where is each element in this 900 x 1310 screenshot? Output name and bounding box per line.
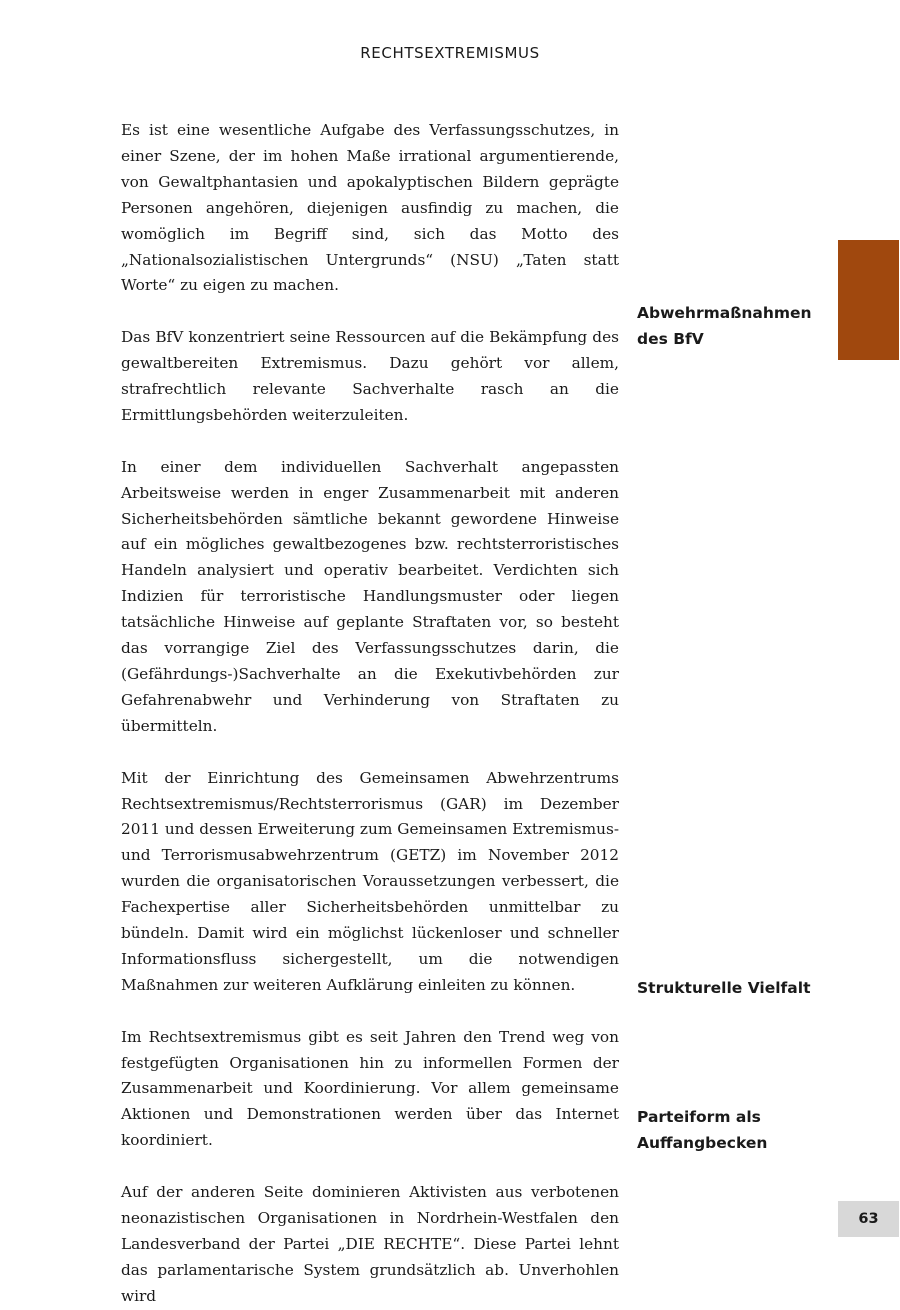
paragraph-bfv-resources: Das BfV konzentriert seine Ressourcen auf die Bekämpfung des gewaltbereiten Extremismus. Dazu gehört vor allem, strafrechtlich relevante Sachverhalte rasch an die Ermittlungsbehörden weiterzuleiten. — [121, 328, 619, 424]
margin-note-parteiform: Parteiform als Auffangbecken — [637, 1108, 768, 1152]
paragraph-die-rechte: Auf der anderen Seite dominieren Aktivisten aus verbotenen neonazistischen Organisationen in Nordrhein-Westfalen den Landesverband der Partei „DIE RECHTE“. Diese Partei lehnt das parlamentarische System grundsätzlich ab. Unverhohlen wird — [121, 1183, 619, 1305]
paragraph-working-method: In einer dem individuellen Sachverhalt angepassten Arbeitsweise werden in enger Zusammenarbeit mit anderen Sicherheitsbehörden sämtliche bekannt gewordene Hinweise auf ein mögliches gewaltbezogenes bzw. rechtsterroristisches Handeln analysiert und operativ bearbeitet. Verdichten sich Indizien für terroristische Handlungsmuster oder liegen tatsächliche Hinweise auf geplante Straftaten vor, so besteht das vorrangige Ziel des Verfassungsschutzes darin, die (Gefährdungs-)Sachverhalte an die Exekutivbehörden zur Gefahrenabwehr und Verhinderung von Straftaten zu übermitteln. — [121, 457, 619, 735]
main-text-column — [121, 118, 619, 1310]
margin-note-abwehrmassnahmen: Abwehrmaßnahmen des BfV — [637, 304, 812, 348]
running-header: RECHTSEXTREMISMUS — [360, 44, 540, 62]
chapter-marker-tab — [838, 240, 899, 360]
paragraph-structural-trend: Im Rechtsextremismus gibt es seit Jahren den Trend weg von festgefügten Organisationen hin zu informellen Formen der Zusammenarbeit und Koordinierung. Vor allem gemeinsame Aktionen und Demonstrationen werden über das Internet koordiniert. — [121, 1027, 619, 1150]
paragraph-nsu-motto: Es ist eine wesentliche Aufgabe des Verfassungsschutzes, in einer Szene, der im hohen Maße irrational argumentierende, von Gewaltphantasien und apokalyptischen Bildern geprägte Personen angehören, diejenigen ausfindig zu machen, die womöglich im Begriff sind, sich das Motto des „Nationalsozialistischen Untergrunds“ (NSU) „Taten statt Worte“ zu eigen zu machen. — [121, 121, 619, 295]
margin-note-strukturelle-vielfalt: Strukturelle Vielfalt — [637, 979, 811, 997]
page-number: 63 — [838, 1201, 899, 1237]
paragraph-gar-getz: Mit der Einrichtung des Gemeinsamen Abwehrzentrums Rechtsextremismus/Rechtsterrorismus (GAR) im Dezember 2011 und dessen Erweiterung zum Gemeinsamen Extremismus- und Terrorismusabwehrzentrum (GETZ) im November 2012 wurden die organisatorischen Voraussetzungen verbessert, die Fachexpertise aller Sicherheitsbehörden unmittelbar zu bündeln. Damit wird ein möglichst lückenloser und schneller Informationsfluss sichergestellt, um die notwendigen Maßnahmen zur weiteren Aufklärung einleiten zu können. — [121, 768, 619, 994]
